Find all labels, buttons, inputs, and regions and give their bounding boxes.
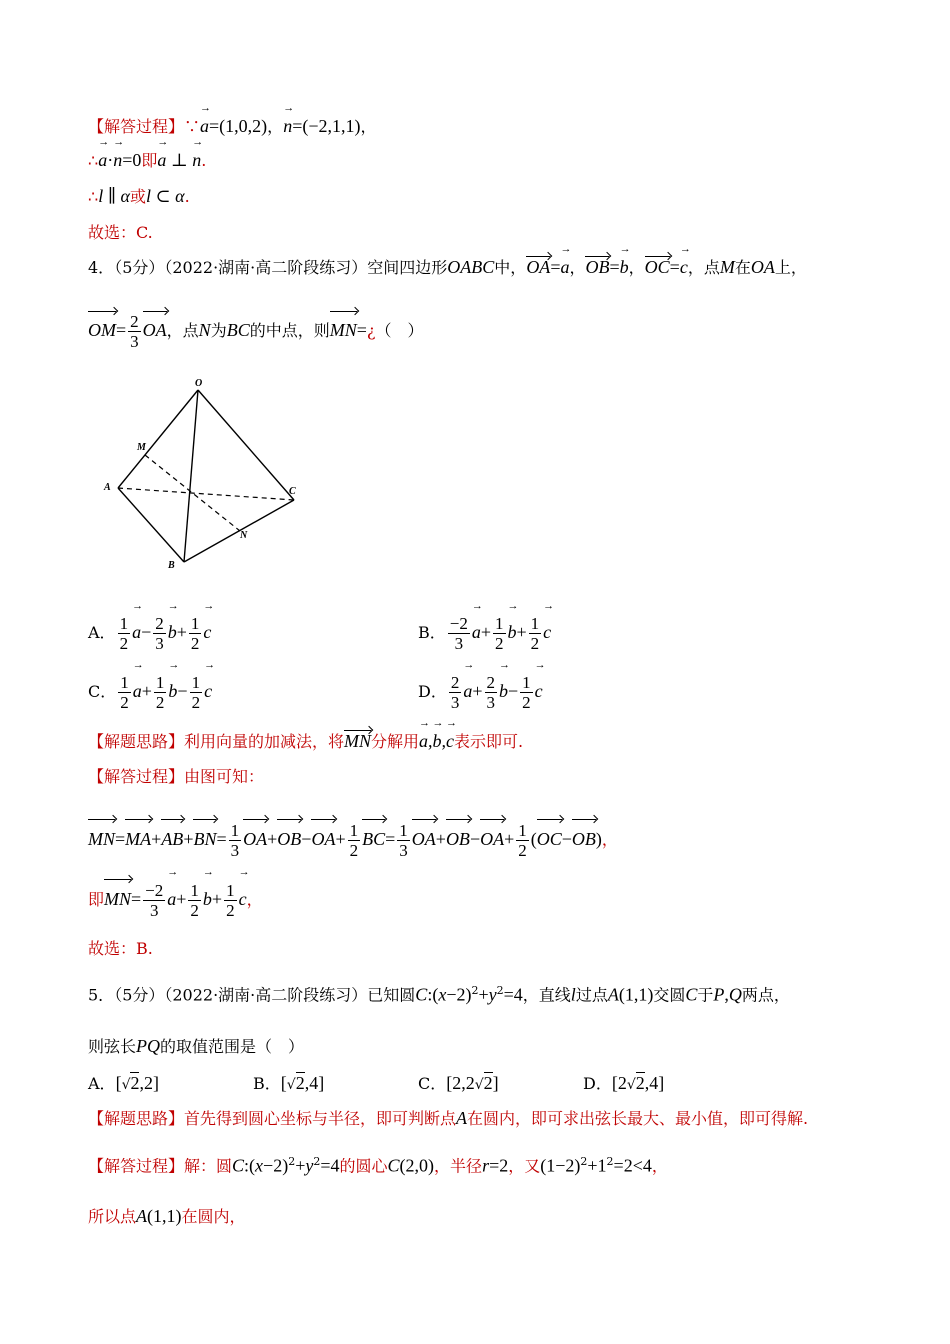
q5-stem-line2: 则弦长PQ的取值范围是（ ） — [88, 1036, 305, 1056]
tetrahedron-figure — [100, 372, 310, 572]
q5-option-b[interactable]: B．[√2,4] — [253, 1073, 325, 1093]
label-M: M — [137, 442, 146, 453]
q5-option-a[interactable]: A．[√2,2] — [88, 1073, 159, 1093]
q4-process-result: 即MN= $\frac{-2}{3}$ → a+ $\frac{1}{2}$ → b+ $\frac{1}{2}$ → c， — [88, 878, 263, 921]
label-B: B — [168, 560, 175, 571]
q5-stem-line1: 5．（5分）（2022·湖南·高二阶段练习）已知圆$C:(x-2)^2+y^2=4$，直线l过点A(1,1)交圆C于P,Q两点， — [88, 984, 790, 1005]
sol3-answer: 故选：C. — [88, 223, 153, 242]
q4-process-head: 【解答过程】由图可知： — [88, 767, 265, 786]
q5-last-line: 所以点A(1,1)在圆内， — [88, 1206, 246, 1226]
label-C: C — [289, 486, 296, 497]
q4-option-c[interactable]: C． $\frac{1}{2}$ → a+ $\frac{1}{2}$ → b− $\frac{1}{2}$ → c — [88, 671, 212, 712]
q4-option-b[interactable]: B． $\frac{-2}{3}$ → a+ $\frac{1}{2}$ → b+ $\frac{1}{2}$ → c — [418, 612, 551, 653]
q5-process: 【解答过程】解：圆$C:(x-2)^2+y^2=4$的圆心C(2,0)，半径r=2，又$(1-2)^2+1^2=2<4$， — [88, 1155, 668, 1176]
sol3-line3: ∴l ∥ α或l ⊂ α. — [88, 186, 190, 206]
label-N: N — [240, 530, 248, 541]
label-A: A — [104, 482, 111, 493]
q4-option-d[interactable]: D． $\frac{2}{3}$ → a+ $\frac{2}{3}$ → b− $\frac{1}{2}$ → c — [418, 671, 543, 712]
q4-option-a[interactable]: A． $\frac{1}{2}$ → a− $\frac{2}{3}$ → b+ $\frac{1}{2}$ → c — [88, 612, 211, 653]
q5-option-d[interactable]: D．[2√2,4] — [583, 1073, 665, 1093]
q4-answer: 故选：B. — [88, 939, 153, 958]
sol3-process-line: 【解答过程】∵→ a=(1,0,2)，→ n=(−2,1,1)， — [88, 114, 377, 139]
label-O: O — [195, 378, 203, 389]
q4-stem-line2: OM= $\frac{2}{3}$ OA，点N为BC的中点，则MN=¿（ ） — [88, 312, 424, 351]
sol3-line2: ∴→ a·→ n=0即→ a ⊥ → n. — [88, 148, 206, 173]
q4-idea: 【解题思路】利用向量的加减法，将MN分解用→ a,→ b,→ c表示即可. — [88, 729, 523, 754]
q4-process-formula: MN=MA+AB+BN= $\frac{1}{3}$ OA+OB−OA+ $\frac{1}{2}$ BC= $\frac{1}{3}$ OA+OB−OA+ $\frac{1}{2}$ (OC−OB)， — [88, 818, 618, 861]
q4-stem-line1: 4．（5分）（2022·湖南·高二阶段练习）空间四边形OABC中，OA=→ a，OB=→ b，OC=→ c，点M在OA上， — [88, 255, 807, 280]
q5-option-c[interactable]: C．[2,2√2] — [418, 1073, 499, 1093]
sol3-tag: 【解答过程】 — [88, 117, 185, 136]
q5-idea: 【解题思路】首先得到圆心坐标与半径，即可判断点A在圆内，即可求出弦长最大、最小值，即可得解. — [88, 1108, 809, 1128]
